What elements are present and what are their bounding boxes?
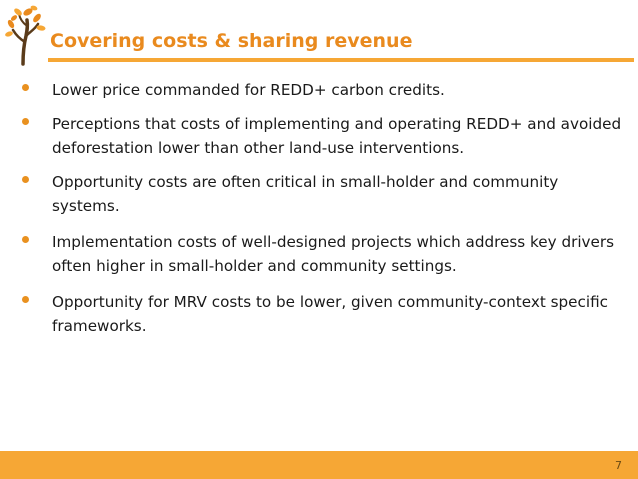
bullet-dot-icon <box>22 296 29 303</box>
bullet-dot-icon <box>22 176 29 183</box>
slide-title: Covering costs & sharing revenue <box>50 30 413 52</box>
bullet-text: Opportunity for MRV costs to be lower, given community-context specific frameworks. <box>52 293 608 335</box>
bullet-text: Opportunity costs are often critical in small-holder and community systems. <box>52 173 559 215</box>
bullet-text: Implementation costs of well-designed projects which address key drivers often higher in small-holder and community settings. <box>52 233 615 275</box>
title-underline <box>48 58 634 62</box>
bullet-dot-icon <box>22 118 29 125</box>
footer-bar <box>0 451 638 479</box>
bullet-text: Perceptions that costs of implementing and operating REDD+ and avoided deforestation lower than other land-use interventions. <box>52 115 622 157</box>
bullet-dot-icon <box>22 236 29 243</box>
tree-logo-icon <box>4 4 46 66</box>
page-number: 7 <box>615 459 622 472</box>
bullet-text: Lower price commanded for REDD+ carbon credits. <box>52 81 445 99</box>
bullet-dot-icon <box>22 84 29 91</box>
